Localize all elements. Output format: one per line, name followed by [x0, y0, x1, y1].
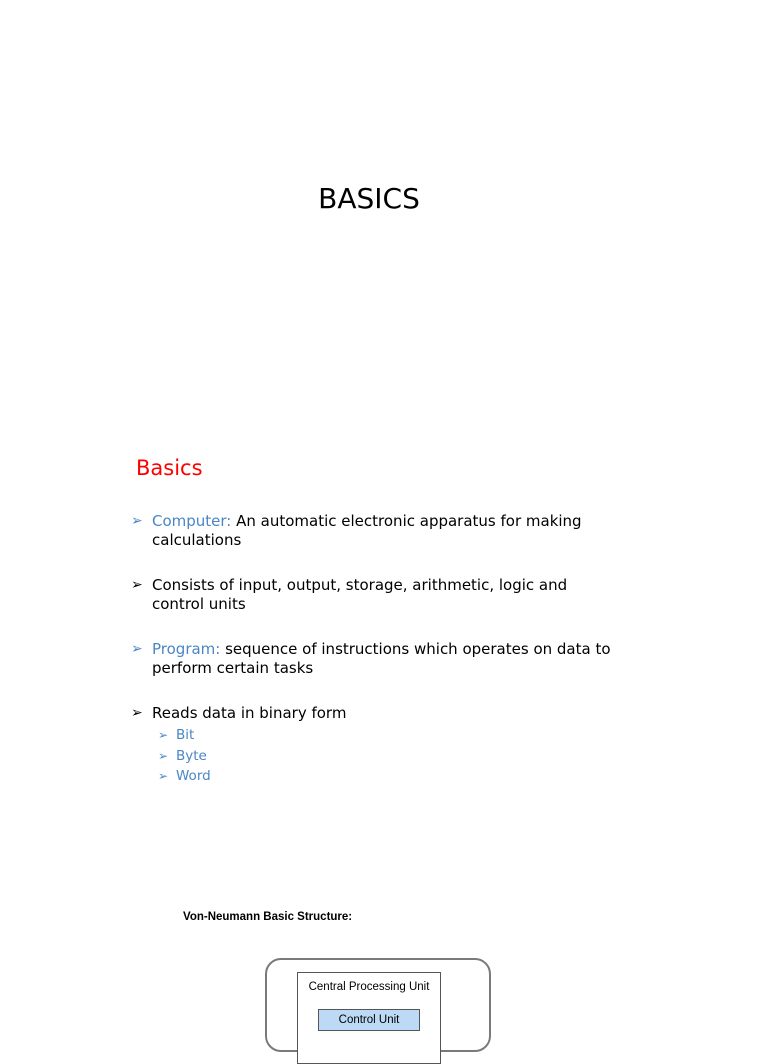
sub-list [158, 725, 621, 787]
bullet-content [152, 512, 621, 550]
arrow-bullet-icon: ➢ [158, 748, 169, 763]
bullet-content [152, 640, 621, 678]
cpu-block [297, 972, 441, 1064]
bullet-list [131, 512, 621, 787]
bullet-text: An automatic electronic apparatus for making calculations [152, 512, 582, 549]
page-title: BASICS [318, 182, 420, 215]
cpu-diagram [265, 958, 491, 1052]
control-unit-box: Control Unit [318, 1009, 420, 1031]
arrow-bullet-icon: ➢ [131, 705, 143, 721]
bullet-text: Consists of input, output, storage, arithmetic, logic and control units [152, 576, 568, 613]
arrow-bullet-icon: ➢ [131, 577, 143, 593]
bullet-text: Reads data in binary form [152, 704, 347, 722]
sub-item-label: Byte [176, 747, 207, 764]
bullet-binary [131, 704, 621, 787]
sub-item-word [158, 766, 621, 787]
bullet-term: Program: [152, 640, 221, 658]
bullet-program [131, 640, 621, 678]
sub-item-byte [158, 746, 621, 767]
cpu-label: Central Processing Unit [308, 981, 430, 993]
bullet-content [152, 704, 621, 787]
bullet-term: Computer: [152, 512, 232, 530]
bullet-units [131, 576, 621, 614]
arrow-bullet-icon: ➢ [158, 728, 169, 742]
sub-item-label: Word [176, 768, 211, 784]
bullet-computer [131, 512, 621, 550]
sub-item-bit [158, 725, 621, 746]
arrow-bullet-icon: ➢ [158, 769, 169, 783]
sub-item-label: Bit [176, 727, 195, 743]
arrow-bullet-icon: ➢ [131, 641, 143, 657]
section-heading: Basics [136, 456, 203, 480]
bullet-text: sequence of instructions which operates on data to perform certain tasks [152, 640, 611, 677]
arrow-bullet-icon: ➢ [131, 513, 143, 529]
figure-caption: Von-Neumann Basic Structure: [183, 911, 353, 923]
